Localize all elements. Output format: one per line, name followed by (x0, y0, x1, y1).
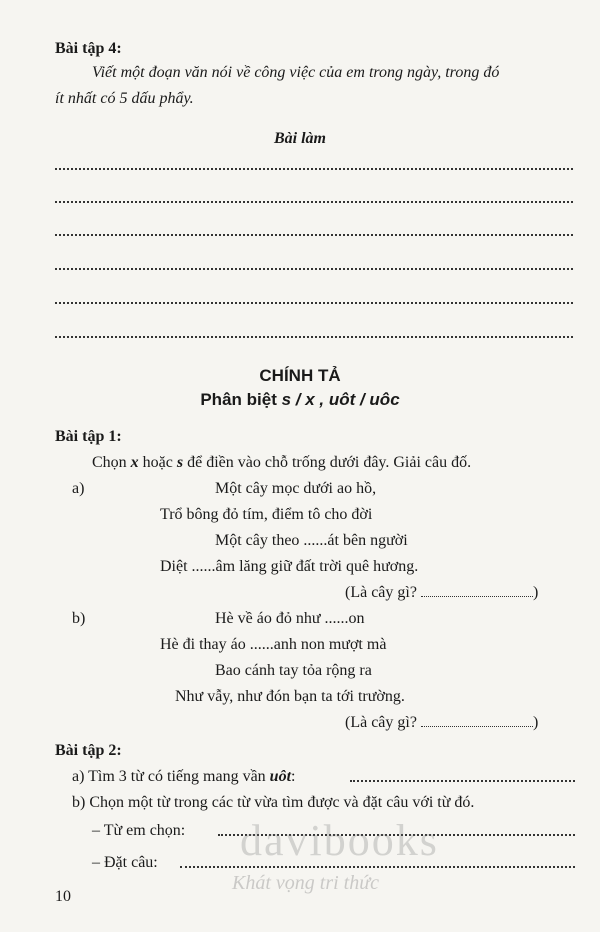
exercise-1-instruction: Chọn x hoặc s để điền vào chỗ trống dưới đây. Giải câu đố. (92, 454, 472, 471)
riddle-b-question (345, 714, 538, 732)
section-title: CHÍNH TẢ (259, 366, 341, 385)
exercise-4-prompt-line1: Viết một đoạn văn nói về công việc của em trong ngày, trong đó (92, 64, 500, 81)
watermark-slogan: Khát vọng tri thức (232, 872, 380, 894)
dash-word-chosen: – Từ em chọn: (92, 822, 186, 839)
watermark-logo: davibooks (240, 816, 439, 865)
riddle-a-line: Một cây theo ......át bên người (215, 532, 408, 549)
item-b-label: b) (72, 610, 86, 627)
answer-line (55, 168, 573, 170)
exercise-4-heading: Bài tập 4: (55, 40, 122, 57)
answer-blank (421, 725, 533, 727)
answer-line (55, 234, 573, 236)
riddle-a-line: Trổ bông đỏ tím, điểm tô cho đời (160, 506, 373, 523)
riddle-a-line: Diệt ......âm lăng giữ đất trời quê hương. (160, 558, 419, 575)
answer-blank (421, 595, 533, 597)
riddle-a-question (345, 584, 538, 602)
answer-line (55, 336, 573, 338)
section-subtitle: Phân biệt s / x , uôt / uôc (200, 390, 400, 409)
part-a-text: a) Tìm 3 từ có tiếng mang vần uôt: (72, 768, 296, 785)
close-paren: ) (532, 584, 539, 601)
riddle-b-line: Bao cánh tay tỏa rộng ra (215, 662, 372, 679)
sentence-answer-line (180, 866, 575, 868)
item-a-label: a) (72, 480, 85, 497)
answer-line (55, 302, 573, 304)
riddle-b-line: Hè đi thay áo ......anh non mượt mà (160, 636, 387, 653)
part-a-answer-line (350, 780, 575, 782)
exercise-2-part-a (72, 768, 295, 786)
answer-line (55, 201, 573, 203)
page-number: 10 (55, 888, 71, 905)
dash-make-sentence: – Đặt câu: (92, 854, 158, 871)
answer-heading: Bài làm (273, 130, 326, 147)
question-text: (Là cây gì? (345, 714, 421, 731)
answer-line (55, 268, 573, 270)
question-text: (Là cây gì? (345, 584, 421, 601)
close-paren: ) (532, 714, 539, 731)
riddle-a-line: Một cây mọc dưới ao hồ, (215, 480, 377, 497)
exercise-2-part-b: b) Chọn một từ trong các từ vừa tìm được và đặt câu với từ đó. (72, 794, 475, 811)
exercise-2-heading: Bài tập 2: (55, 742, 122, 759)
riddle-b-line: Hè về áo đỏ như ......on (215, 610, 365, 627)
exercise-1-heading: Bài tập 1: (55, 428, 122, 445)
exercise-4-prompt-line2: ít nhất có 5 dấu phẩy. (55, 90, 194, 107)
riddle-b-line: Như vẫy, như đón bạn ta tới trường. (175, 688, 405, 705)
